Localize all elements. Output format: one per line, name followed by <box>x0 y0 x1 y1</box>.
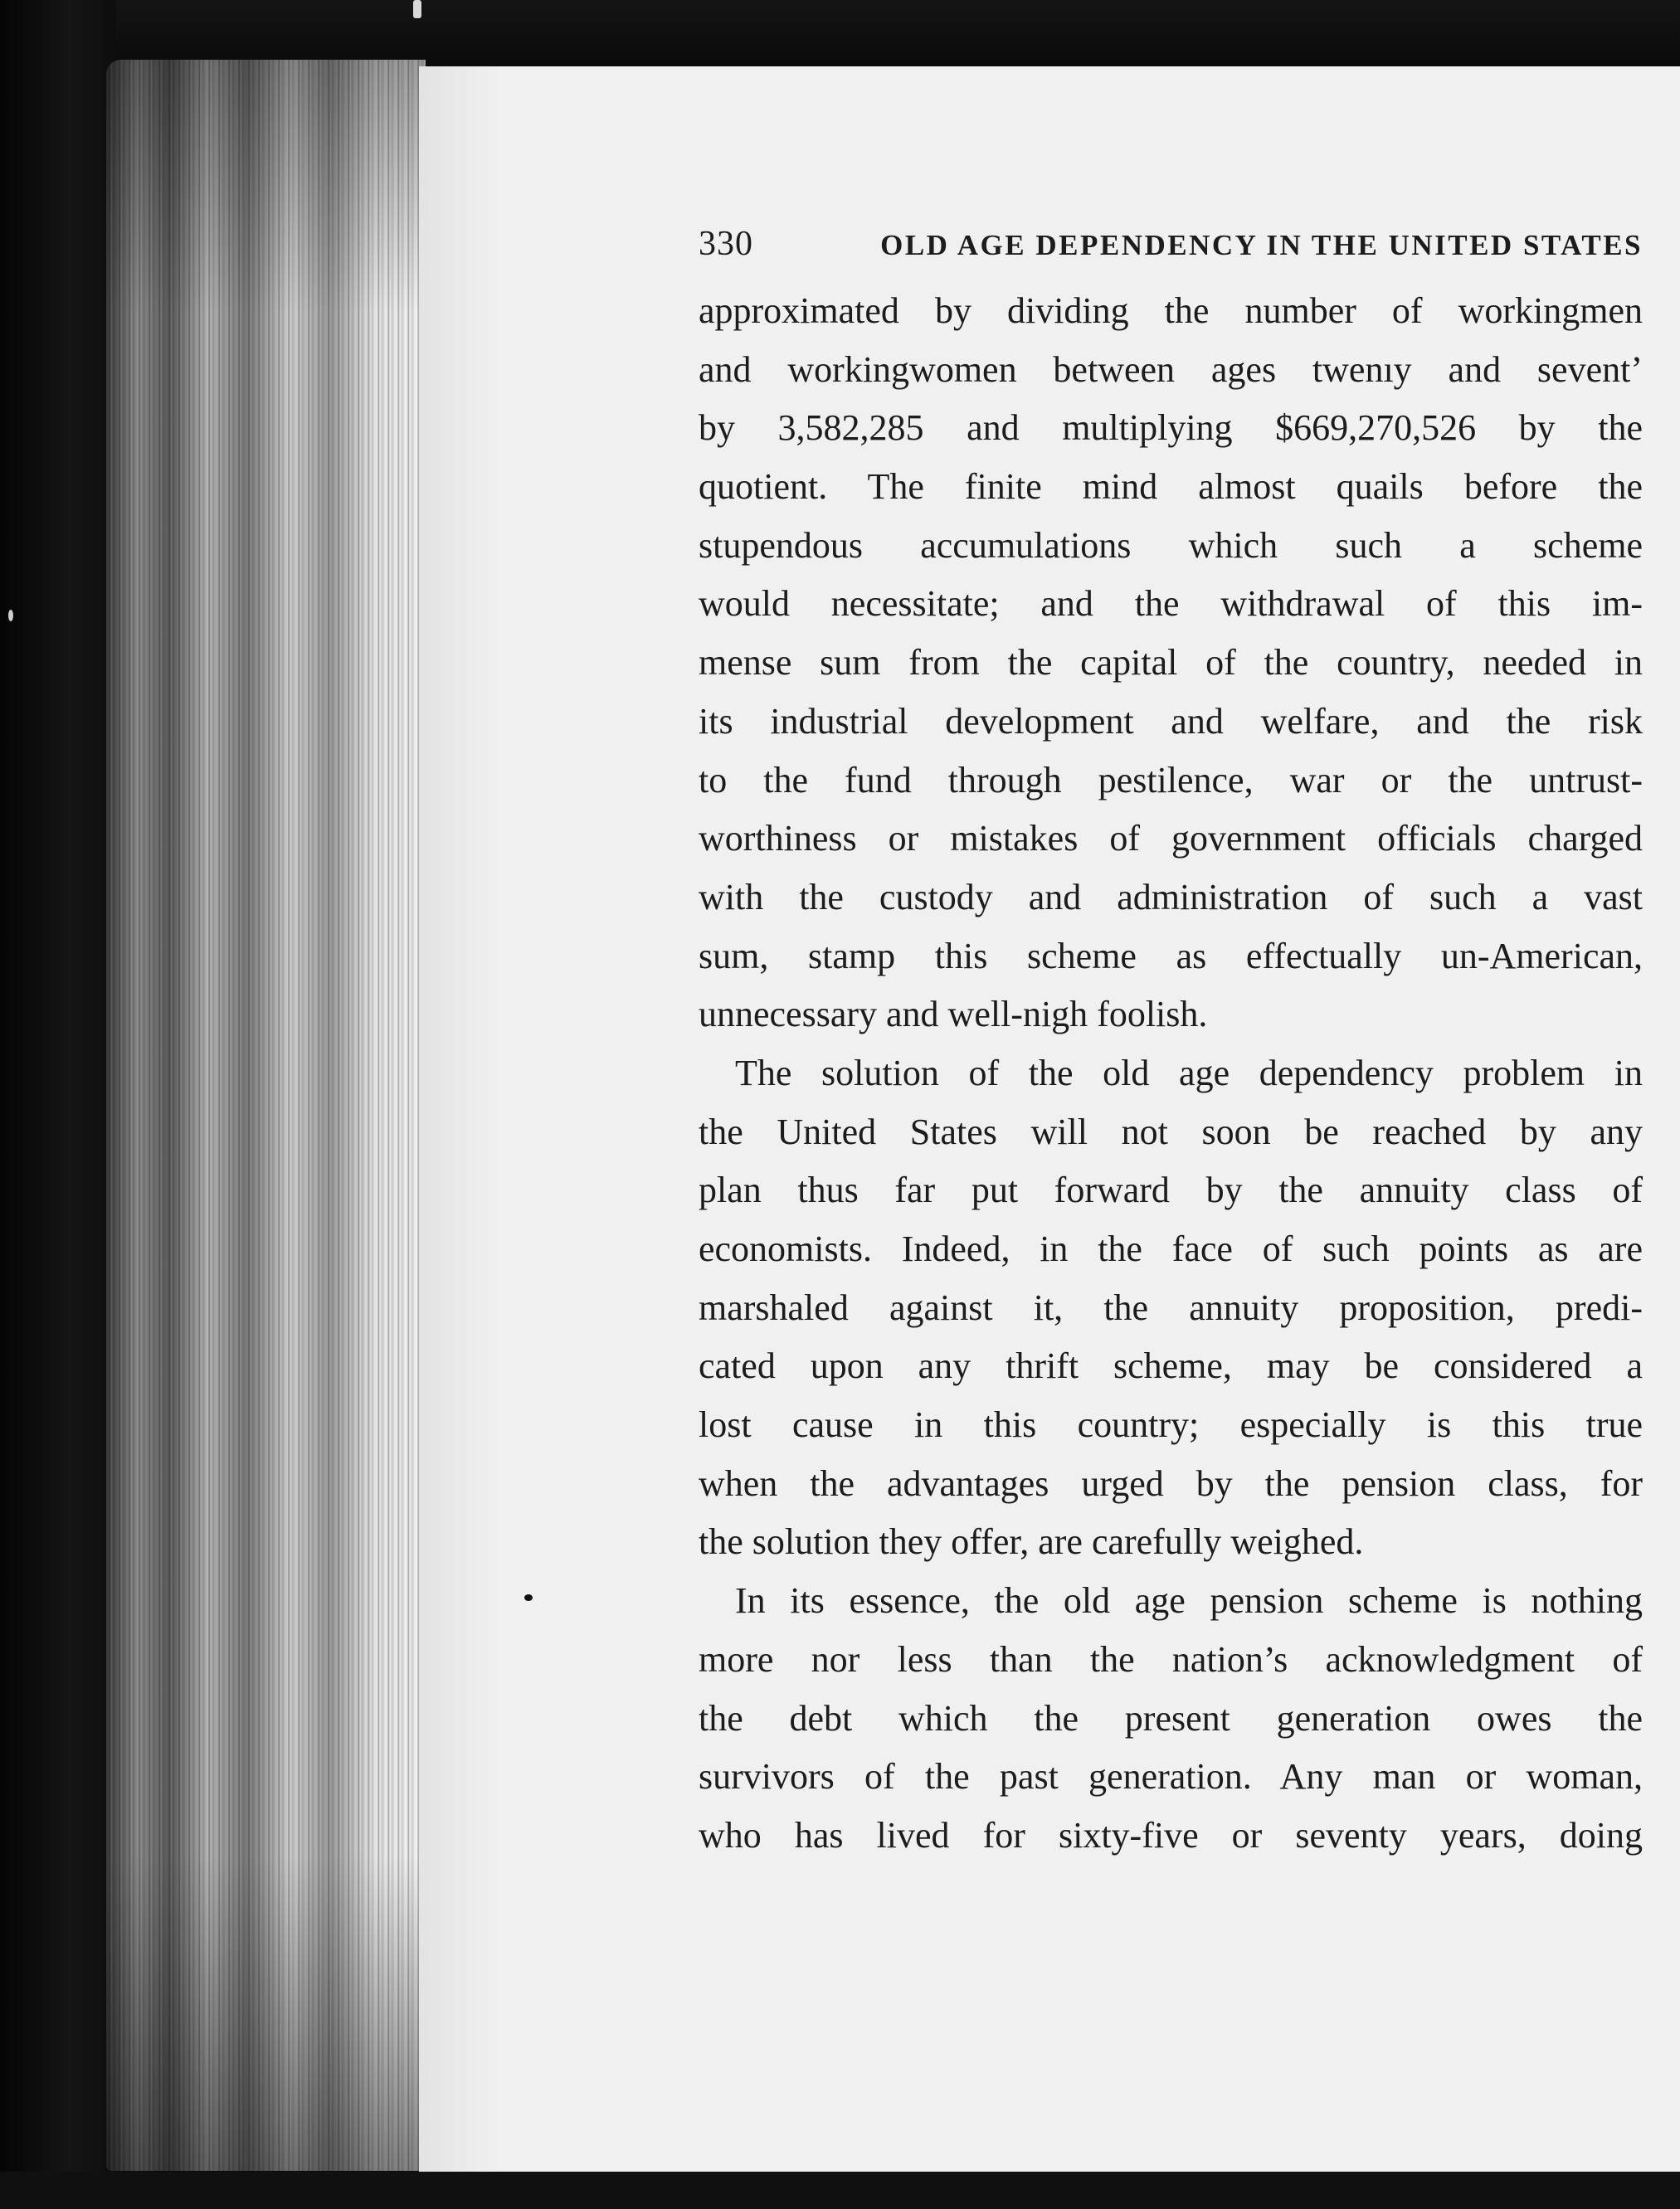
text-line: and workingwomen between ages twenıy and seventʼ <box>699 348 1643 390</box>
text-line: to the fund through pestilence, war or the untrust- <box>699 759 1643 800</box>
dust-speck <box>413 0 421 18</box>
text-line: mense sum from the capital of the country, needed in <box>699 642 1643 684</box>
dust-speck <box>8 610 13 621</box>
text-line: sum, stamp this scheme as effectually un-American, <box>699 935 1643 976</box>
text-line: stupendous accumulations which such a scheme <box>699 524 1643 566</box>
text-line: with the custody and administration of such a vast <box>699 876 1643 917</box>
text-line: by 3,582,285 and multiplying $669,270,526 by the <box>699 407 1643 449</box>
text-line: the debt which the present generation owes the <box>699 1697 1643 1739</box>
left-gutter <box>0 0 116 2209</box>
page-number: 330 <box>699 225 753 263</box>
text-line: plan thus far put forward by the annuity class of <box>699 1170 1643 1211</box>
text-line: In its essence, the old age pension scheme is nothing <box>735 1580 1643 1622</box>
top-border <box>0 0 1680 65</box>
text-line: the solution they offer, are carefully weighed. <box>699 1521 1364 1563</box>
text-line: quotient. The finite mind almost quails before the <box>699 466 1643 508</box>
text-line: who has lived for sixty-five or seventy years, doing <box>699 1814 1643 1856</box>
text-line: when the advantages urged by the pension class, for <box>699 1462 1643 1504</box>
text-line: lost cause in this country; especially is this true <box>699 1404 1643 1446</box>
text-line: marshaled against it, the annuity proposition, predi- <box>699 1287 1643 1328</box>
text-line: survivors of the past generation. Any man or woman, <box>699 1756 1643 1798</box>
paragraph-2 <box>699 1044 1643 1572</box>
text-line: cated upon any thrift scheme, may be considered a <box>699 1345 1643 1387</box>
text-line: its industrial development and welfare, and the risk <box>699 700 1643 742</box>
running-head <box>699 224 1643 282</box>
text-line: the United States will not soon be reached by any <box>699 1111 1643 1152</box>
text-line: more nor less than the nation’s acknowledgment of <box>699 1638 1643 1680</box>
page-edge-shadow <box>106 60 426 2171</box>
page-text-block <box>699 224 1643 1866</box>
running-title: OLD AGE DEPENDENCY IN THE UNITED STATES <box>880 229 1643 261</box>
paragraph-1 <box>699 282 1643 1044</box>
text-line: worthiness or mistakes of government officials charged <box>699 818 1643 859</box>
text-line: unnecessary and well-nigh foolish. <box>699 994 1208 1035</box>
text-line: The solution of the old age dependency problem in <box>735 1052 1643 1093</box>
bottom-border <box>0 2172 1680 2209</box>
text-line: approximated by dividing the number of workingmen <box>699 290 1643 331</box>
paragraph-3 <box>699 1572 1643 1865</box>
text-line: would necessitate; and the withdrawal of this im- <box>699 583 1643 625</box>
text-line: economists. Indeed, in the face of such points as are <box>699 1229 1643 1269</box>
dust-speck <box>524 1594 533 1601</box>
